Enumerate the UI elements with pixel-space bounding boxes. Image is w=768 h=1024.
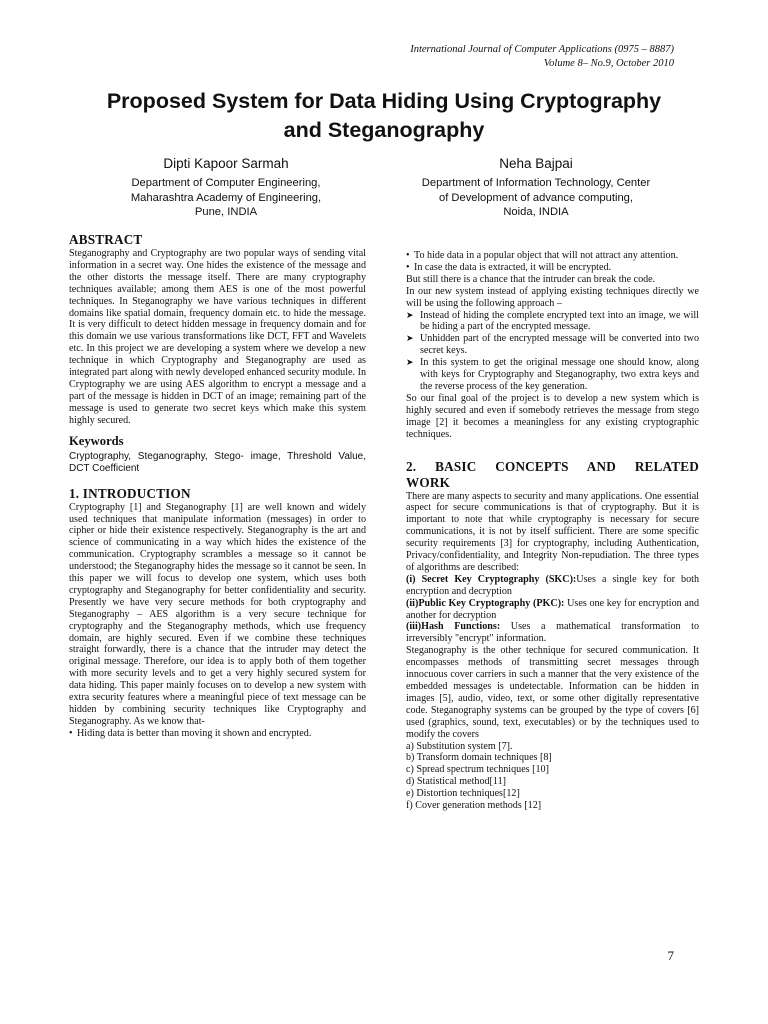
keywords-heading: Keywords (69, 433, 124, 448)
author-affiliation: Department of Information Technology, Center (421, 177, 651, 189)
algorithm-text: Uses a single key for both encryption and decryption (406, 573, 699, 597)
paper-title (60, 87, 708, 145)
list-item: d) Statistical method[11] (406, 776, 506, 788)
author-block-1 (98, 155, 354, 220)
algorithm-item (406, 574, 699, 598)
right-column (406, 250, 699, 812)
paragraph: In our new system instead of applying existing techniques directly we will be using the following approach – (406, 285, 699, 309)
author-affiliation: Maharashtra Academy of Engineering, (130, 191, 322, 204)
left-column (69, 232, 366, 740)
introduction-text: Cryptography [1] and Steganography [1] are well known and widely used techniques that manipulate information (messages) in order to cipher or hide their existence respectively. Steganography is the art and science of communicating in a way which hides the existence of the communication. Cryptography scrambles a message so it cannot be understood; the Steganography hides the message so it cannot be seen. In this paper we will focus to develop one system, which uses both cryptography and Steganography for better confidentiality and security. Presently we have very secure methods for both cryptography and Steganography – AES algorithm is a very secure technique for cryptography and the Steganography methods, which use frequency domain, are highly secured. Even if we combine these techniques straight forwardly, there is a chance that the intruder may detect the original message. Therefore, our idea is to apply both of them together with more security levels and to get a very highly secured system for data hiding. This paper mainly focuses on to develop a new system with extra security features where a meaningful piece of text message can be hidden by combining security techniques like Cryptography and Steganography. As we know that- (69, 501, 366, 727)
arrow-list-item: ➤ In this system to get the original message one should know, along with keys for Cryptography and Steganography, two extra keys and the reverse process of the key generation. (406, 357, 699, 393)
paragraph: Steganography is the other technique for secured communication. It encompasses methods of transmitting secret messages through innocuous cover carriers in such a manner that the very existence of the embedded messages is undetectable. Information can be hidden in images [5], audio, video, text, or some other digitally representative code. Steganography systems can be grouped by the type of covers [6] used (graphics, sound, text, executables) or by the techniques used to modify the covers (406, 645, 699, 740)
abstract-text: Steganography and Cryptography are two popular ways of sending vital information in a secret way. One hides the existence of the message and the other distorts the message itself. There are many cryptography techniques available; among them AES is one of the most powerful techniques. In Steganography we have various techniques in different domains like spatial domain, frequency domain etc. to hide the message. It is very difficult to detect hidden message in frequency domain and for this domain we use various transformations like DCT, FFT and Wavelets etc. In this project we are developing a system where we develop a new technique in which Cryptography and Steganography are used as integrated part along with newly developed enhanced security module. In Cryptography we are using AES algorithm to encrypt a message and a part of the message is hidden in DCT of an image; remaining part of the message is used to generate two secret keys which make this system highly secured. (69, 248, 366, 426)
list-item: a) Substitution system [7]. (406, 740, 513, 752)
section2-heading-line-2: WORK (406, 474, 451, 490)
section2-heading-line-1: 2. BASIC CONCEPTS AND RELATED (406, 458, 699, 474)
paragraph: So our final goal of the project is to develop a new system which is highly secured and even if somebody retrieves the message from stego image [2] it becomes a meaningless for any existing cryptographic techniques. (406, 392, 699, 440)
author-affiliation: Noida, INDIA (503, 206, 569, 218)
algorithm-label: (ii)Public Key Cryptography (PKC): (406, 597, 565, 609)
title-line-1: Proposed System for Data Hiding Using Cryptography (106, 89, 662, 113)
arrow-list-item: ➤ Unhidden part of the encrypted message will be converted into two secret keys. (406, 333, 699, 357)
paragraph: But still there is a chance that the intruder can break the code. (406, 273, 656, 285)
algorithm-item (406, 598, 699, 622)
algorithm-label: (i) Secret Key Cryptography (SKC): (406, 573, 577, 585)
journal-volume: Volume 8– No.9, October 2010 (543, 58, 674, 69)
author-affiliation: Department of Computer Engineering, (131, 177, 321, 189)
author-affiliation: Pune, INDIA (194, 206, 258, 218)
algorithm-label: (iii)Hash Functions: (406, 621, 501, 633)
arrow-list-item: ➤ Instead of hiding the complete encrypted text into an image, we will be hiding a part of the encrypted message. (406, 310, 699, 334)
keywords-text: Cryptography, Steganography, Stego- image, Threshold Value, DCT Coefficient (69, 450, 366, 475)
list-item: • Hiding data is better than moving it shown and encrypted. (69, 728, 366, 740)
author-name: Dipti Kapoor Sarmah (163, 156, 289, 171)
abstract-heading: ABSTRACT (69, 232, 143, 247)
list-item: • To hide data in a popular object that will not attract any attention. (406, 250, 699, 262)
list-item: e) Distortion techniques[12] (406, 788, 520, 800)
author-affiliation: of Development of advance computing, (438, 191, 634, 204)
journal-name: International Journal of Computer Applications (0975 – 8887) (410, 44, 674, 55)
section2-heading (406, 459, 699, 491)
list-item: • In case the data is extracted, it will be encrypted. (406, 262, 699, 274)
introduction-heading: 1. INTRODUCTION (69, 485, 191, 501)
algorithm-item (406, 621, 699, 645)
list-item: c) Spread spectrum techniques [10] (406, 764, 549, 776)
list-item: f) Cover generation methods [12] (406, 800, 542, 812)
page-number: 7 (667, 948, 674, 963)
author-block-2 (364, 155, 708, 220)
author-name: Neha Bajpai (499, 156, 573, 171)
algorithm-text: Uses a mathematical transformation to irreversibly "encrypt" information. (406, 621, 699, 645)
journal-header (410, 43, 674, 71)
algorithm-text: Uses one key for encryption and another for decryption (406, 597, 699, 621)
paragraph: There are many aspects to security and many applications. One essential aspect for secure communications is that of cryptography. But it is important to note that while cryptography is necessary for secure communications, it is not by itself sufficient. There are some specific security requirements [3] for cryptography, including Authentication, Privacy/confidentiality, and Integrity Non-repudiation. The three types of algorithms are described: (406, 490, 699, 573)
list-item: b) Transform domain techniques [8] (406, 752, 552, 764)
title-line-2: and Steganography (283, 118, 485, 142)
